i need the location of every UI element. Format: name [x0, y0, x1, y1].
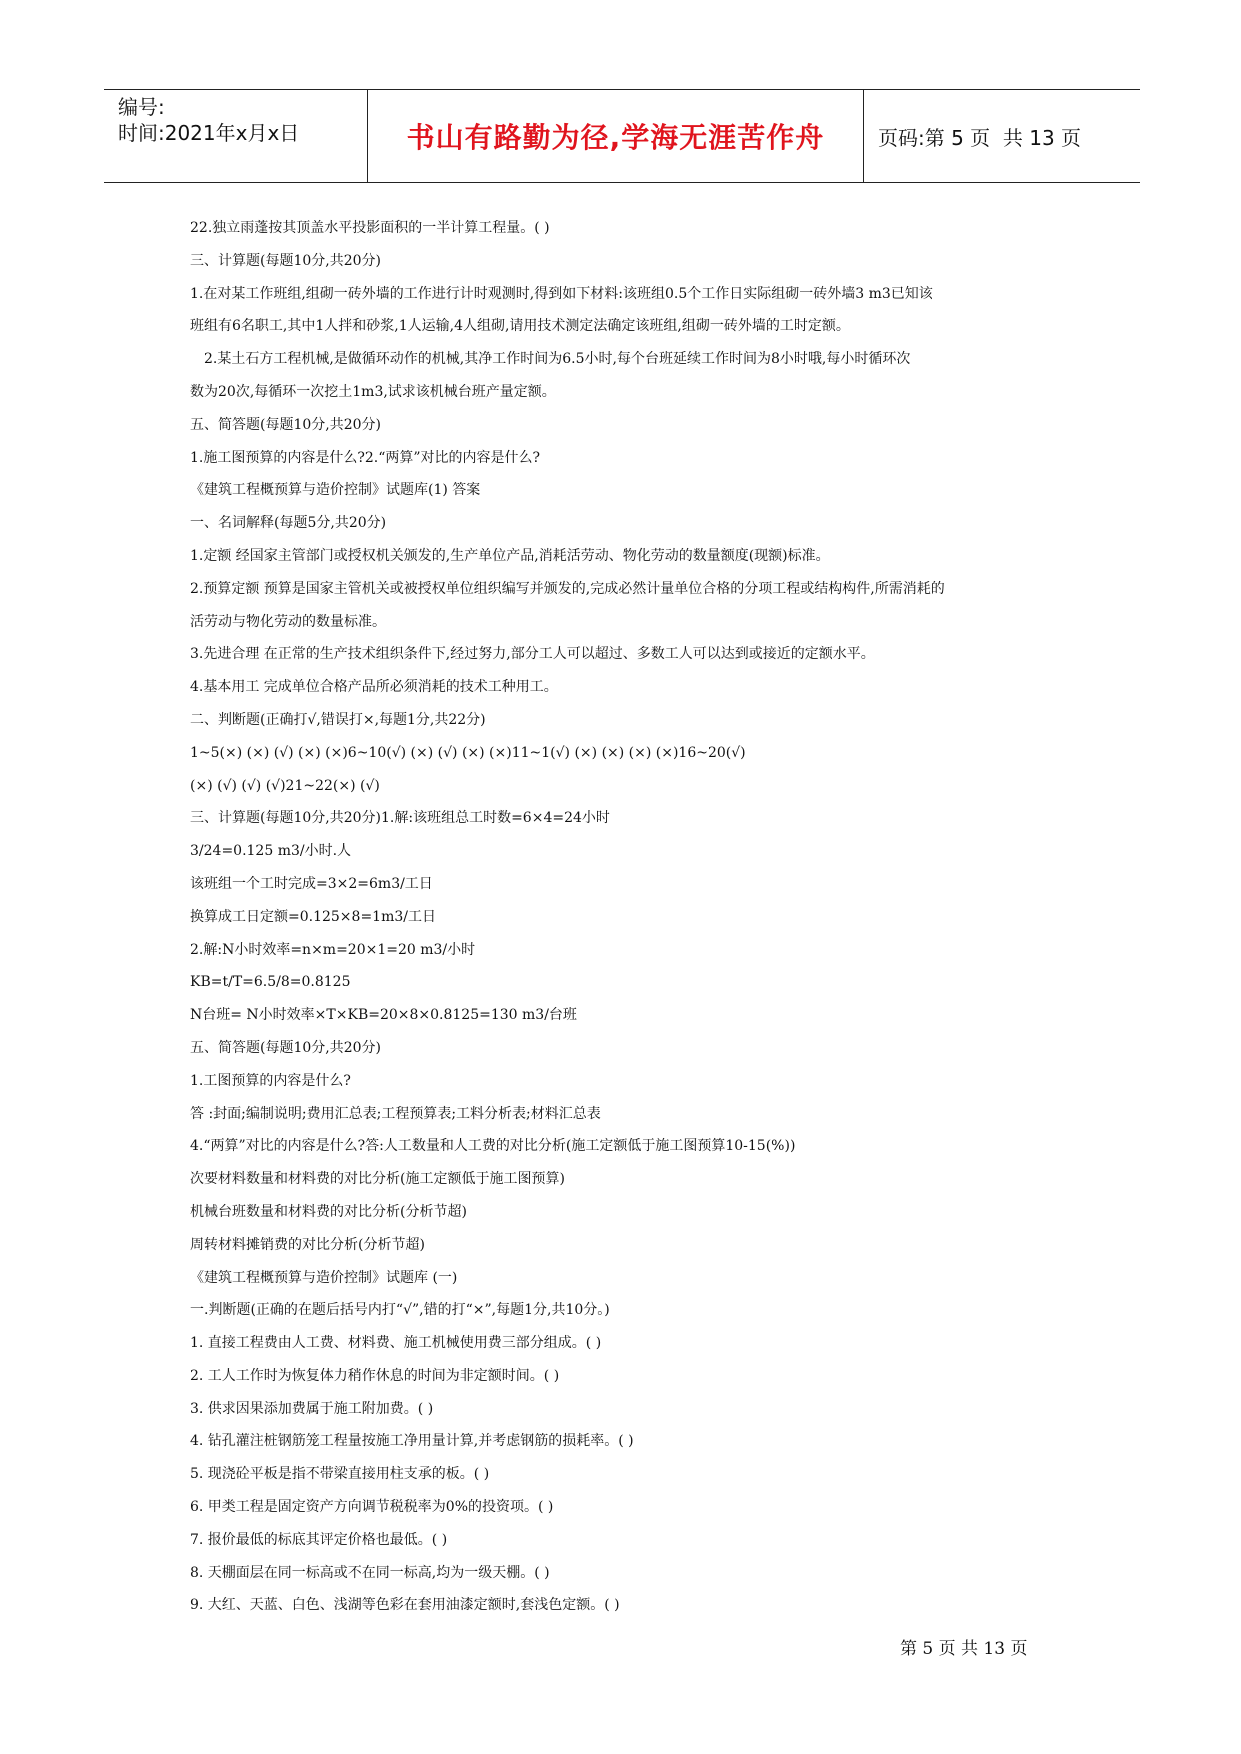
header-page-number: 页码:第 5 页 共 13 页 [878, 125, 1082, 150]
text-line: 6. 甲类工程是固定资产方向调节税税率为0%的投资项。( ) [190, 1499, 554, 1516]
text-line: 1.工图预算的内容是什么? [190, 1072, 351, 1089]
text-line: 1. 直接工程费由人工费、材料费、施工机械使用费三部分组成。( ) [190, 1335, 602, 1352]
document-body [190, 216, 1070, 1626]
text-line: 4.基本用工 完成单位合格产品所必须消耗的技术工种用工。 [190, 679, 558, 696]
header-meta-cell [104, 90, 368, 182]
text-line: 周转材料摊销费的对比分析(分析节超) [190, 1236, 425, 1253]
text-line: 三、计算题(每题10分,共20分) [190, 252, 382, 269]
page-header [104, 89, 1140, 183]
text-line: KB=t/T=6.5/8=0.8125 [190, 974, 351, 991]
text-line: 1.在对某工作班组,组砌一砖外墙的工作进行计时观测时,得到如下材料:该班组0.5个工作日实际组砌一砖外墙3 m3已知该 [190, 285, 933, 302]
text-line: 2.预算定额 预算是国家主管机关或被授权单位组织编写并颁发的,完成必然计量单位合格的分项工程或结构构件,所需消耗的 [190, 580, 945, 597]
text-line: 《建筑工程概预算与造价控制》试题库 (一) [190, 1269, 458, 1286]
header-motto: 书山有路勤为径,学海无涯苦作舟 [406, 121, 825, 154]
text-line: 次要材料数量和材料费的对比分析(施工定额低于施工图预算) [190, 1171, 565, 1188]
text-line: 《建筑工程概预算与造价控制》试题库(1) 答案 [190, 482, 481, 499]
text-line: 9. 大红、天蓝、白色、浅湖等色彩在套用油漆定额时,套浅色定额。( ) [190, 1597, 620, 1614]
text-line: 5. 现浇砼平板是指不带梁直接用柱支承的板。( ) [190, 1466, 490, 1483]
document-number-label: 编号: [118, 95, 165, 119]
header-motto-cell [368, 90, 864, 182]
text-line: 五、简答题(每题10分,共20分) [190, 416, 382, 433]
text-line: 三、计算题(每题10分,共20分)1.解:该班组总工时数=6×4=24小时 [190, 810, 610, 827]
text-line: 1.施工图预算的内容是什么?2.“两算”对比的内容是什么? [190, 449, 541, 466]
page-footer-number: 第 5 页 共 13 页 [900, 1639, 1028, 1659]
text-line: 2.解:N小时效率=n×m=20×1=20 m3/小时 [190, 941, 476, 958]
text-line: 二、判断题(正确打√,错误打×,每题1分,共22分) [190, 711, 486, 728]
text-line: 数为20次,每循环一次挖土1m3,试求该机械台班产量定额。 [190, 383, 556, 400]
text-line: 一、名词解释(每题5分,共20分) [190, 515, 387, 532]
text-line: 7. 报价最低的标底其评定价格也最低。( ) [190, 1531, 448, 1548]
text-line: (×) (√) (√) (√)21~22(×) (√) [190, 777, 380, 794]
text-line: 该班组一个工时完成=3×2=6m3/工日 [190, 875, 433, 892]
text-line: 3. 供求因果添加费属于施工附加费。( ) [190, 1400, 434, 1417]
text-line: 3/24=0.125 m3/小时.人 [190, 843, 352, 860]
text-line: 8. 天棚面层在同一标高或不在同一标高,均为一级天棚。( ) [190, 1564, 550, 1581]
text-line: 22.独立雨蓬按其顶盖水平投影面积的一半计算工程量。( ) [190, 220, 550, 236]
text-line: 换算成工日定额=0.125×8=1m3/工日 [190, 908, 436, 925]
header-page-cell [864, 90, 1140, 182]
text-line: N台班= N小时效率×T×KB=20×8×0.8125=130 m3/台班 [190, 1007, 577, 1024]
text-line: 4. 钻孔灌注桩钢筋笼工程量按施工净用量计算,并考虑钢筋的损耗率。( ) [190, 1433, 634, 1450]
text-line: 五、简答题(每题10分,共20分) [190, 1039, 382, 1056]
text-line: 3.先进合理 在正常的生产技术组织条件下,经过努力,部分工人可以超过、多数工人可以达到或接近的定额水平。 [190, 646, 875, 663]
text-line: 一.判断题(正确的在题后括号内打“√”,错的打“×”,每题1分,共10分。) [190, 1302, 610, 1319]
document-time-label: 时间:2021年x月x日 [118, 121, 300, 145]
text-line: 答 :封面;编制说明;费用汇总表;工程预算表;工料分析表;材料汇总表 [190, 1105, 601, 1122]
text-line: 1~5(×) (×) (√) (×) (×)6~10(√) (×) (√) (×) (×)11~1(√) (×) (×) (×) (×)16~20(√) [190, 744, 746, 761]
text-line: 2. 工人工作时为恢复体力稍作休息的时间为非定额时间。( ) [190, 1367, 560, 1384]
text-line: 1.定额 经国家主管部门或授权机关颁发的,生产单位产品,消耗活劳动、物化劳动的数量额度(现额)标准。 [190, 547, 830, 564]
text-line: 4.“两算”对比的内容是什么?答:人工数量和人工费的对比分析(施工定额低于施工图预算10-15(%)) [190, 1138, 796, 1155]
text-line: 班组有6名职工,其中1人拌和砂浆,1人运输,4人组砌,请用技术测定法确定该班组,组砌一砖外墙的工时定额。 [190, 318, 850, 335]
text-line: 2.某土石方工程机械,是做循环动作的机械,其净工作时间为6.5小时,每个台班延续工作时间为8小时哦,每小时循环次 [204, 351, 911, 368]
text-line: 活劳动与物化劳动的数量标准。 [190, 613, 386, 630]
text-line: 机械台班数量和材料费的对比分析(分析节超) [190, 1203, 467, 1220]
